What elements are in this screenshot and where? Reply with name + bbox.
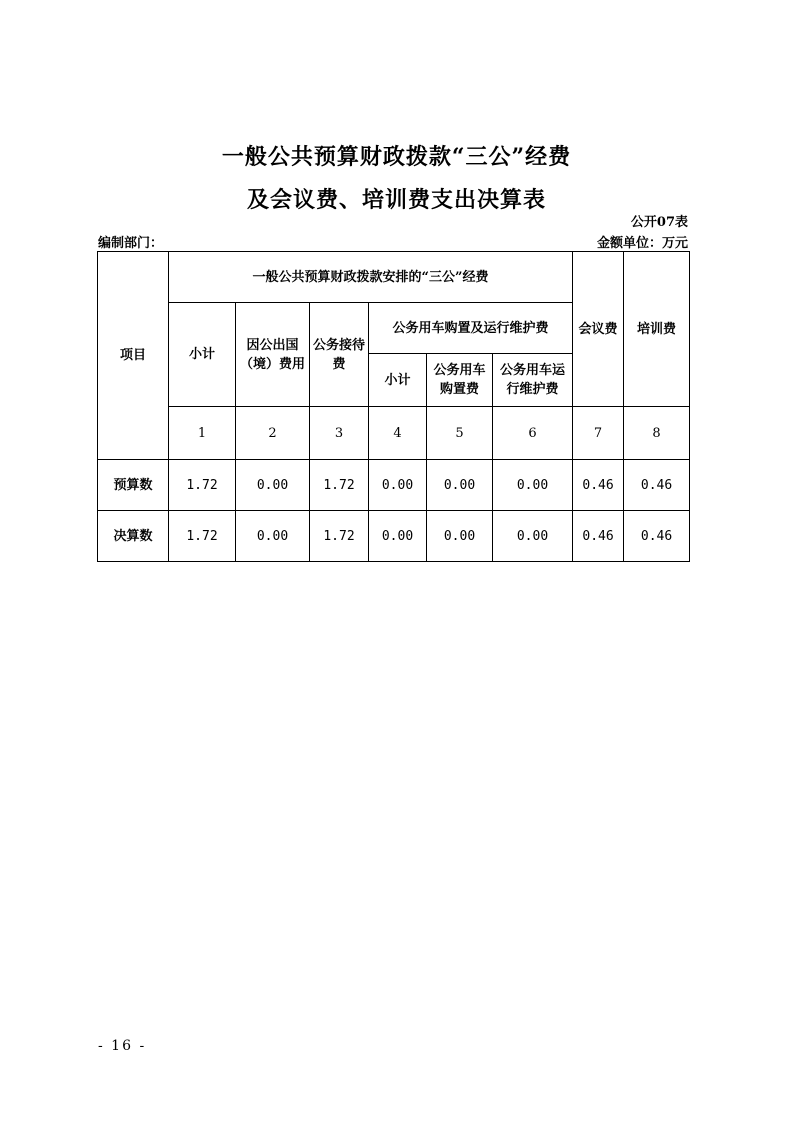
col-number: 8 [624,407,690,460]
header-vehicle-subtotal: 小计 [369,354,427,407]
header-three-public-group: 一般公共预算财政拨款安排的“三公”经费 [169,252,573,303]
table-row-final [98,511,690,562]
header-vehicle-purchase: 公务用车购置费 [427,354,493,407]
header-meeting-fee: 会议费 [573,252,624,407]
cell-value: 0.46 [624,511,690,562]
report-title-line2: 及会议费、培训费支出决算表 [246,187,546,213]
report-title-line1: 一般公共预算财政拨款“三公”经费 [221,144,572,170]
amount-unit-label: 金额单位：万元 [596,236,688,251]
cell-value: 0.00 [236,511,310,562]
cell-value: 1.72 [169,460,236,511]
col-number: 7 [573,407,624,460]
header-reception-fee: 公务接待费 [310,303,369,407]
col-number: 4 [369,407,427,460]
header-vehicle-operation: 公务用车运行维护费 [493,354,573,407]
cell-value: 1.72 [169,511,236,562]
header-item: 项目 [98,252,169,460]
col-number: 5 [427,407,493,460]
form-number: 公开07表 [630,215,688,230]
cell-value: 0.00 [369,511,427,562]
row-label: 决算数 [98,511,169,562]
cell-value: 0.00 [427,511,493,562]
department-label: 编制部门： [98,236,164,251]
cell-value: 0.46 [573,511,624,562]
cell-value: 0.00 [427,460,493,511]
cell-value: 0.00 [493,460,573,511]
cell-value: 1.72 [310,511,369,562]
cell-value: 0.46 [573,460,624,511]
expenditure-table [97,251,690,562]
cell-value: 0.00 [493,511,573,562]
col-number: 1 [169,407,236,460]
header-vehicle-group: 公务用车购置及运行维护费 [369,303,573,354]
row-label: 预算数 [98,460,169,511]
header-training-fee: 培训费 [624,252,690,407]
col-number: 3 [310,407,369,460]
cell-value: 1.72 [310,460,369,511]
cell-value: 0.00 [236,460,310,511]
table-row-budget [98,460,690,511]
col-number: 2 [236,407,310,460]
page-number: - 16 - [98,1038,147,1054]
header-abroad-fee: 因公出国（境）费用 [236,303,310,407]
cell-value: 0.00 [369,460,427,511]
col-number: 6 [493,407,573,460]
cell-value: 0.46 [624,460,690,511]
header-subtotal: 小计 [169,303,236,407]
